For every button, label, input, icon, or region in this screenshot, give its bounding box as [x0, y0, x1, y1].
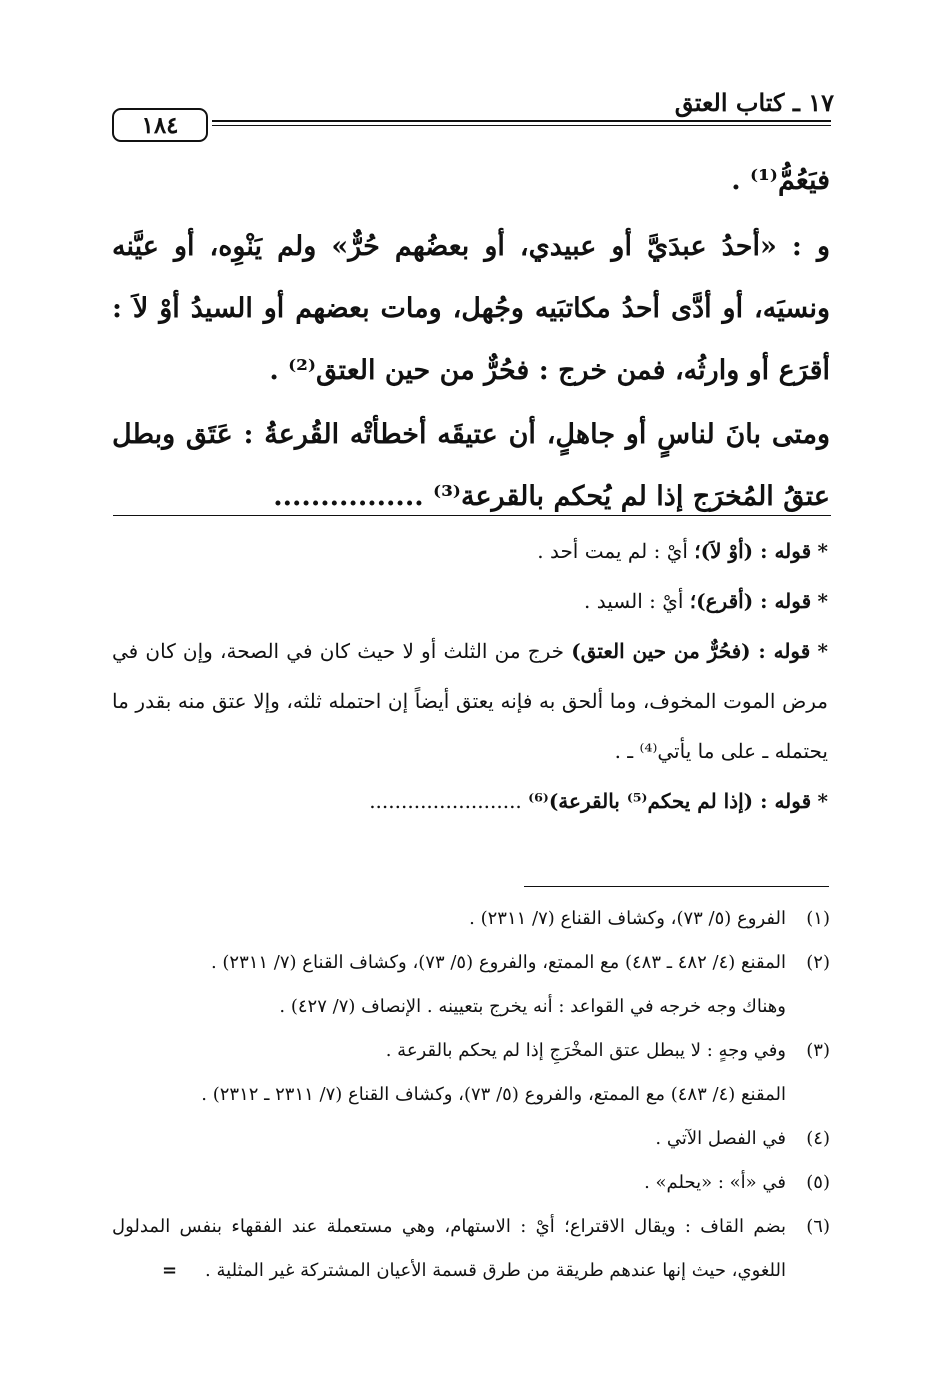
- footnote-text: [112, 1161, 786, 1205]
- commentary-lemma: قوله : (إذا لم يحكم⁽⁵⁾ بالقرعة)⁽⁶⁾: [528, 789, 812, 813]
- commentary-lemma: قوله : (فحُرٌّ من حين العتق): [571, 639, 811, 663]
- running-title: ١٧ ـ كتاب العتق: [674, 88, 834, 117]
- footnote-line: الفروع (٥/ ٧٣)، وكشاف القناع (٧/ ٢٣١١) .: [469, 908, 786, 929]
- footnote-line-text: بضم القاف : ويقال الاقتراع؛ أيْ : الاستهام، وهي مستعملة عند الفقهاء بنفس المدلول اللغوي، حيث إنها عندهم طريقة من طرق قسمة الأعيان المشتركة غير المثلية .: [112, 1216, 786, 1281]
- header-rule-thin: [212, 125, 831, 126]
- footnote: [112, 897, 830, 941]
- main-text: [112, 150, 830, 528]
- commentary-lemma: قوله : (أوْ لاَ)؛: [694, 539, 812, 563]
- commentary-item: [112, 526, 828, 576]
- footnotes: [112, 897, 830, 1293]
- footnote-number: (٢): [806, 952, 830, 973]
- commentary-text: أيْ : لم يمت أحد .: [537, 539, 688, 563]
- footnote: [112, 1205, 830, 1293]
- main-paragraph-text: ومتى بانَ لناسٍ أو جاهلٍ، أن عتيقَه أخطأتْه القُرعةُ : عَتَق وبطل عتقُ المُخرَج إذا لم يُحكم بالقرعة⁽³⁾: [112, 419, 830, 512]
- footnote-line: وفي وجهٍ : لا يبطل عتق المخْرَجِ إذا لم يحكم بالقرعة .: [385, 1040, 786, 1061]
- footnote-line: في «أ» : «يحلم» .: [644, 1172, 786, 1193]
- footnote-number: (٤): [806, 1128, 830, 1149]
- header-rule: [212, 120, 831, 122]
- footnote-number: (٦): [806, 1216, 830, 1237]
- footnote-line: المقنع (٤/ ٤٨٣) مع الممتع، والفروع (٥/ ٧٣)، وكشاف القناع (٧/ ٢٣١١ ـ ٢٣١٢) .: [201, 1084, 786, 1105]
- star-bullet: *: [817, 539, 828, 563]
- footnote-line: وهناك وجه خرجه في القواعد : أنه يخرج بتعيينه . الإنصاف (٧/ ٤٢٧) .: [279, 996, 786, 1017]
- footnote-line: المقنع (٤/ ٤٨٢ ـ ٤٨٣) مع الممتع، والفروع (٥/ ٧٣)، وكشاف القناع (٧/ ٢٣١١) .: [210, 952, 786, 973]
- footnote-text: [112, 1205, 786, 1293]
- commentary-text: أيْ : السيد .: [584, 589, 684, 613]
- star-bullet: *: [817, 589, 828, 613]
- commentary-item: [112, 776, 828, 826]
- commentary-item: [112, 626, 828, 776]
- footnote-text: [112, 897, 786, 941]
- star-bullet: *: [817, 639, 828, 663]
- commentary-item: [112, 576, 828, 626]
- footnote-text: [112, 1117, 786, 1161]
- commentary-text: خرج من الثلث أو لا حيث كان في الصحة، وإن كان في مرض الموت المخوف، وما ألحق به فإنه يعتق أيضاً إن احتمله ثلثه، وإلا عتق منه بقدر ما يحتمله ـ على ما يأتي⁽⁴⁾ ـ .: [112, 639, 828, 763]
- main-paragraph: و : «أحدُ عبدَيَّ أو عبيدي، أو بعضُهم حُرٌّ» ولم يَنْوِه، أو عيَّنه ونسيَه، أو أدَّى أحدُ مكاتبَيه وجُهل، ومات بعضهم أو السيدُ أوْ لاَ : أقرَع أو وارثُه، فمن خرج : فحُرٌّ من حين العتق⁽²⁾ .: [112, 231, 830, 386]
- footnote-text: [112, 1029, 786, 1117]
- ellipsis-dots: ........................: [369, 789, 522, 813]
- footnote-number: (٣): [806, 1040, 830, 1061]
- footnote: [112, 941, 830, 1029]
- footnote-line: [112, 1205, 786, 1293]
- commentary: [112, 526, 828, 826]
- main-paragraph: [112, 404, 830, 528]
- footnote-separator: [524, 886, 829, 887]
- continuation-mark: =: [161, 1260, 178, 1281]
- footnote: [112, 1161, 830, 1205]
- main-paragraph: فيَعُمُّ⁽¹⁾ .: [731, 165, 830, 196]
- ellipsis-dots: ................: [273, 481, 424, 512]
- footnote-text: [112, 941, 786, 1029]
- footnote-number: (١): [806, 908, 830, 929]
- page-number: ١٨٤: [112, 108, 208, 142]
- footnote: [112, 1117, 830, 1161]
- footnote-line: في الفصل الآتي .: [655, 1128, 786, 1149]
- star-bullet: *: [817, 789, 828, 813]
- footnote: [112, 1029, 830, 1117]
- commentary-separator: [113, 515, 831, 516]
- commentary-lemma: قوله : (أقرع)؛: [689, 589, 812, 613]
- footnote-number: (٥): [806, 1172, 830, 1193]
